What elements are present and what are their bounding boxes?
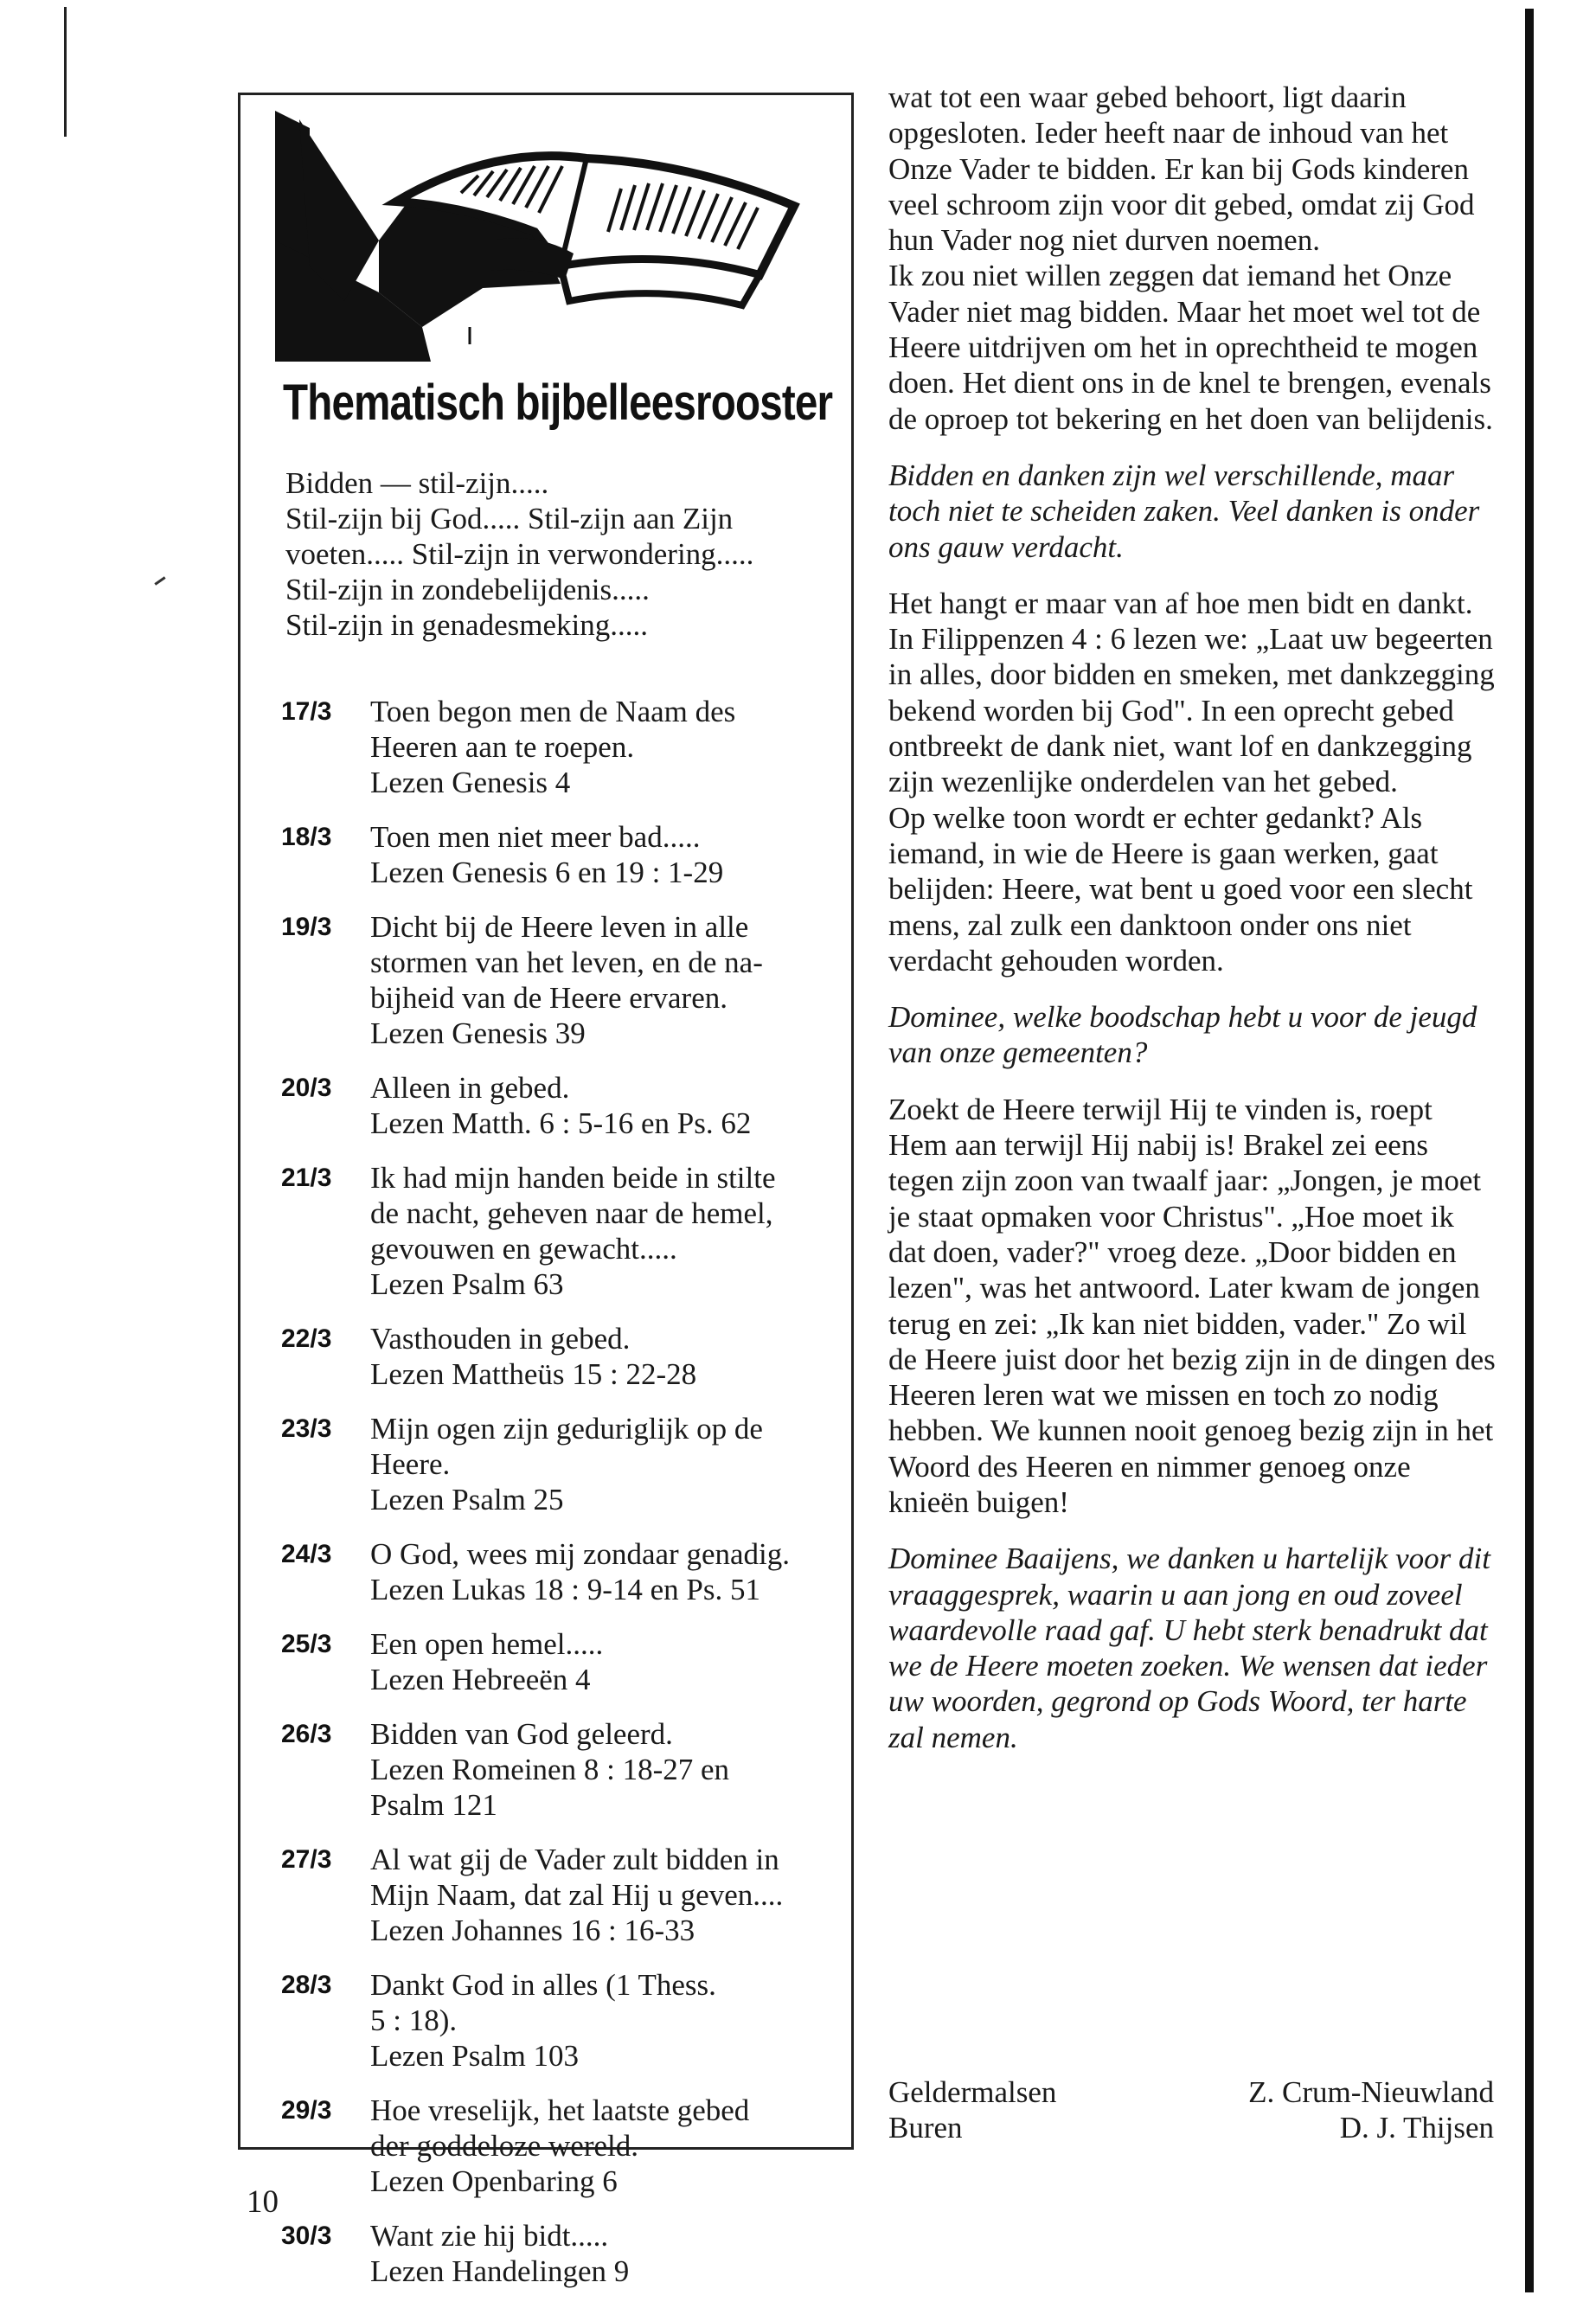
schedule-line: Lezen Johannes 16 : 16-33 <box>370 1914 695 1947</box>
schedule-date: 21/3 <box>281 1164 332 1192</box>
intro-line: Stil-zijn in zondebelijdenis..... <box>285 573 650 606</box>
schedule-line: Psalm 121 <box>370 1788 497 1822</box>
schedule-text <box>370 2218 843 2289</box>
schedule-line: Mijn ogen zijn geduriglijk op de <box>370 1412 763 1446</box>
reading-schedule-list <box>281 694 843 2308</box>
schedule-line: O God, wees mij zondaar genadig. <box>370 1537 790 1571</box>
schedule-entry <box>281 1321 843 1392</box>
signature-name: Z. Crum-Nieuwland <box>1248 2075 1494 2109</box>
schedule-text <box>370 1967 843 2074</box>
signature-place: Buren <box>888 2111 963 2145</box>
schedule-line: de nacht, geheven naar de hemel, <box>370 1196 773 1230</box>
schedule-line: Lezen Matth. 6 : 5-16 en Ps. 62 <box>370 1106 752 1140</box>
schedule-line: gevouwen en gewacht..... <box>370 1232 677 1266</box>
schedule-entry <box>281 1070 843 1141</box>
schedule-text <box>370 1411 843 1517</box>
schedule-text <box>370 1321 843 1392</box>
schedule-line: Lezen Psalm 103 <box>370 2039 580 2073</box>
schedule-date: 28/3 <box>281 1971 332 1999</box>
schedule-line: Heeren aan te roepen. <box>370 730 635 764</box>
schedule-line: Lezen Genesis 6 en 19 : 1-29 <box>370 856 724 889</box>
schedule-date: 22/3 <box>281 1324 332 1353</box>
schedule-date: 18/3 <box>281 823 332 851</box>
signature-place: Geldermalsen <box>888 2075 1057 2109</box>
signature-name: D. J. Thijsen <box>1339 2111 1494 2145</box>
signature-names <box>1207 2074 1494 2145</box>
schedule-line: stormen van het leven, en de na- <box>370 946 763 979</box>
closing-remark: Dominee Baaijens, we danken u hartelijk voor dit vraaggesprek, waarin u aan jong en oud zoveel waardevolle raad gaf. U hebt sterk benadrukt dat we de Heere moeten zoeken. We wensen dat ieder uw woorden, gegrond op Gods Woord, ter harte zal nemen. <box>888 1542 1490 1754</box>
schedule-title: Thematisch bijbelleesrooster <box>283 375 833 431</box>
schedule-text <box>370 1626 843 1697</box>
schedule-date: 29/3 <box>281 2096 332 2125</box>
article-paragraph: wat tot een waar gebed behoort, ligt daarin opgesloten. Ieder heeft naar de inhoud van het Onze Vader te bidden. Er kan bij Gods kinderen veel schroom zijn voor dit gebed, omdat zij God hun Vader nog niet durven noemen. <box>888 80 1475 258</box>
schedule-line: Want zie hij bidt..... <box>370 2219 609 2253</box>
schedule-intro <box>285 465 839 643</box>
scan-mark <box>154 576 165 585</box>
schedule-text <box>370 819 843 890</box>
schedule-text <box>370 1070 843 1141</box>
schedule-entry <box>281 2218 843 2289</box>
schedule-line: Lezen Genesis 39 <box>370 1016 586 1050</box>
schedule-entry <box>281 2093 843 2199</box>
schedule-text <box>370 1842 843 1948</box>
interview-question: Dominee, welke boodschap hebt u voor de jeugd van onze gemeenten? <box>888 1000 1477 1070</box>
page-number: 10 <box>247 2184 279 2220</box>
margin-rule-right <box>1525 9 1534 2292</box>
schedule-line: Mijn Naam, dat zal Hij u geven.... <box>370 1878 784 1912</box>
article-column <box>888 80 1496 1776</box>
schedule-line: Al wat gij de Vader zult bidden in <box>370 1843 779 1876</box>
schedule-line: Lezen Psalm 25 <box>370 1483 564 1516</box>
schedule-entry <box>281 1626 843 1697</box>
intro-line: Bidden — stil-zijn..... <box>285 466 549 500</box>
margin-rule-left <box>64 7 67 137</box>
schedule-text <box>370 1160 843 1302</box>
article-paragraph: Het hangt er maar van af hoe men bidt en dankt. In Filippenzen 4 : 6 lezen we: „Laat uw begeerten in alles, door bidden en smeken, met dankzegging bekend worden bij God". In een oprecht gebed ontbreekt de dank niet, want lof en dankzegging zijn wezenlijke onderdelen van het gebed. <box>888 586 1495 799</box>
schedule-line: Een open hemel..... <box>370 1627 604 1661</box>
schedule-line: Toen begon men de Naam des <box>370 695 736 728</box>
schedule-entry <box>281 1536 843 1607</box>
schedule-line: Lezen Openbaring 6 <box>370 2164 618 2198</box>
schedule-date: 23/3 <box>281 1414 332 1443</box>
schedule-line: Hoe vreselijk, het laatste gebed <box>370 2093 750 2127</box>
schedule-date: 24/3 <box>281 1540 332 1568</box>
schedule-text <box>370 1536 843 1607</box>
schedule-date: 26/3 <box>281 1720 332 1748</box>
schedule-date: 25/3 <box>281 1630 332 1658</box>
schedule-line: Dankt God in alles (1 Thess. <box>370 1968 716 2002</box>
schedule-text <box>370 1716 843 1823</box>
article-paragraph: Zoekt de Heere terwijl Hij te vinden is, roept Hem aan terwijl Hij nabij is! Brakel zei eens tegen zijn zoon van twaalf jaar: „Jongen, je moet je staat opmaken voor Christus". „Hoe moet ik dat doen, vader?" vroeg deze. „Door bidden en lezen", was het antwoord. Later kwam de jongen terug en zei: „Ik kan niet bidden, vader." Zo wil de Heere juist door het bezig zijn in de dingen des Heeren leren wat we missen en toch zo nodig hebben. We kunnen nooit genoeg bezig zijn in het Woord des Heeren en nimmer genoeg onze knieën buigen! <box>888 1092 1496 1519</box>
schedule-date: 30/3 <box>281 2221 332 2250</box>
article-paragraph: Ik zou niet willen zeggen dat iemand het Onze Vader niet mag bidden. Maar het moet wel tot de Heere uitdrijven om het in oprechtheid te mogen doen. Het dient ons in de knel te brengen, evenals de oproep tot bekering en het doen van belijdenis. <box>888 259 1493 436</box>
schedule-line: der goddeloze wereld. <box>370 2129 638 2163</box>
schedule-line: Lezen Romeinen 8 : 18-27 en <box>370 1753 730 1786</box>
schedule-line: Lezen Handelingen 9 <box>370 2254 630 2288</box>
schedule-line: Dicht bij de Heere leven in alle <box>370 910 749 944</box>
schedule-line: Toen men niet meer bad..... <box>370 820 701 854</box>
schedule-line: Bidden van God geleerd. <box>370 1717 673 1751</box>
interview-question: Bidden en danken zijn wel verschillende, maar toch niet te scheiden zaken. Veel danken is onder ons gauw verdacht. <box>888 458 1480 564</box>
signature-places <box>888 2074 1056 2145</box>
schedule-entry <box>281 1967 843 2074</box>
schedule-line: Lezen Lukas 18 : 9-14 en Ps. 51 <box>370 1573 761 1606</box>
schedule-line: Alleen in gebed. <box>370 1071 570 1105</box>
schedule-date: 20/3 <box>281 1074 332 1102</box>
schedule-line: bijheid van de Heere ervaren. <box>370 981 727 1015</box>
schedule-entry <box>281 1716 843 1823</box>
schedule-date: 27/3 <box>281 1845 332 1874</box>
schedule-text <box>370 2093 843 2199</box>
schedule-line: Lezen Hebreeën 4 <box>370 1663 591 1696</box>
schedule-entry <box>281 1411 843 1517</box>
schedule-line: 5 : 18). <box>370 2003 458 2037</box>
schedule-line: Lezen Psalm 63 <box>370 1267 564 1301</box>
schedule-date: 19/3 <box>281 913 332 941</box>
schedule-line: Lezen Genesis 4 <box>370 766 571 799</box>
schedule-entry <box>281 1842 843 1948</box>
schedule-text <box>370 909 843 1051</box>
article-paragraph: Op welke toon wordt er echter gedankt? Als iemand, in wie de Heere is gaan werken, gaat belijden: Heere, wat bent u goed voor een slecht mens, zal zulk een danktoon onder ons niet verdacht gehouden worden. <box>888 800 1473 978</box>
schedule-entry <box>281 694 843 800</box>
schedule-entry <box>281 909 843 1051</box>
intro-line: Stil-zijn in genadesmeking..... <box>285 608 648 642</box>
schedule-line: Heere. <box>370 1447 451 1481</box>
bible-reading-hands-illustration <box>275 111 820 362</box>
intro-line: voeten..... Stil-zijn in verwondering..... <box>285 537 754 571</box>
schedule-date: 17/3 <box>281 697 332 726</box>
schedule-line: Vasthouden in gebed. <box>370 1322 631 1356</box>
schedule-entry <box>281 1160 843 1302</box>
schedule-line: Ik had mijn handen beide in stilte <box>370 1161 776 1195</box>
schedule-entry <box>281 819 843 890</box>
schedule-line: Lezen Mattheüs 15 : 22-28 <box>370 1357 697 1391</box>
schedule-text <box>370 694 843 800</box>
intro-line: Stil-zijn bij God..... Stil-zijn aan Zijn <box>285 502 734 535</box>
